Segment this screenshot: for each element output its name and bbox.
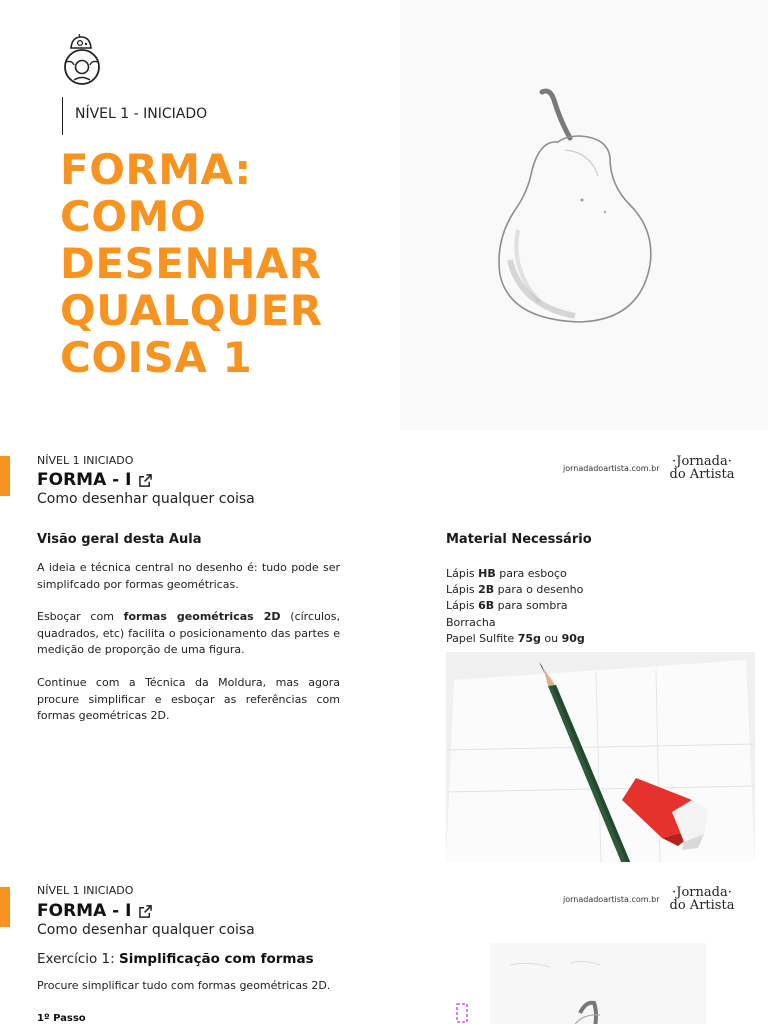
text-run: (círculos, quadrados, etc) facilita o posicionamento das partes e medição de proporção de uma figura.	[37, 610, 340, 656]
text-run: Esboçar com	[37, 610, 124, 623]
text-bold: 2B	[478, 583, 495, 597]
text-run: ou	[540, 631, 562, 645]
text-bold: 6B	[478, 599, 495, 613]
text-bold: formas geométricas 2D	[123, 610, 281, 623]
level-divider	[62, 97, 63, 135]
external-link-icon[interactable]	[139, 474, 152, 487]
section-title	[37, 470, 152, 490]
overview-paragraph: Continue com a Técnica da Moldura, mas agora procure simplificar e esboçar as referências com formas geométricas 2D.	[37, 676, 340, 722]
cover-title-line: COMO	[60, 192, 207, 241]
exercise-sketch-image	[490, 943, 706, 1024]
section-title-text: FORMA - I	[37, 470, 132, 490]
materials-list	[446, 566, 585, 647]
exercise-prefix: Exercício 1:	[37, 951, 119, 967]
materials-heading: Material Necessário	[446, 532, 592, 547]
pencil-eraser-image	[446, 652, 755, 862]
text-run: Papel Sulfite	[446, 631, 518, 645]
external-link-icon[interactable]	[139, 905, 152, 918]
section-title-text: FORMA - I	[37, 901, 132, 921]
brand-line: do Artista	[669, 467, 735, 482]
marker-icon	[455, 1002, 471, 1024]
material-item	[446, 631, 585, 647]
text-run: Lápis	[446, 567, 479, 580]
section-level-label: NÍVEL 1 INICIADO	[37, 454, 134, 467]
pear-sketch-thumbnail	[490, 943, 706, 1024]
text-run: Lápis	[446, 583, 479, 597]
section-level-label: NÍVEL 1 INICIADO	[37, 884, 134, 897]
brand-line: ·Jornada·	[672, 885, 732, 900]
cover-level-label: NÍVEL 1 - INICIADO	[75, 106, 208, 122]
text-run: Lápis	[446, 599, 479, 613]
text-run: para o desenho	[494, 583, 584, 597]
bb8-logo-icon	[60, 34, 104, 86]
materials-photo	[446, 652, 755, 862]
brand-logo	[664, 886, 740, 912]
cover-title-line: COISA 1	[60, 333, 253, 382]
cover-page	[0, 0, 768, 430]
cover-title	[60, 146, 380, 381]
cover-title-line: DESENHAR	[60, 239, 322, 288]
exercise-heading	[37, 951, 314, 967]
overview-heading: Visão geral desta Aula	[37, 532, 202, 547]
pear-sketch-image	[470, 80, 690, 340]
material-item	[446, 566, 585, 582]
text-bold: 90g	[561, 631, 585, 645]
text-bold: 75g	[517, 631, 541, 645]
section-accent-bar	[0, 456, 10, 496]
overview-paragraph: A ideia e técnica central no desenho é: tudo pode ser simplifcado por formas geométricas.	[37, 561, 340, 591]
section-subtitle: Como desenhar qualquer coisa	[37, 922, 255, 938]
site-url[interactable]: jornadadoartista.com.br	[563, 464, 660, 473]
material-item: Borracha	[446, 615, 496, 629]
cover-title-line: FORMA:	[60, 145, 252, 194]
exercise-title: Simplificação com formas	[119, 951, 314, 967]
material-item	[446, 598, 585, 614]
cover-title-line: QUALQUER	[60, 286, 323, 335]
text-run: para esboço	[495, 567, 567, 580]
section-accent-bar	[0, 887, 10, 927]
site-url[interactable]: jornadadoartista.com.br	[563, 895, 660, 904]
brand-line: ·Jornada·	[672, 454, 732, 469]
brand-line: do Artista	[669, 898, 735, 913]
section-subtitle: Como desenhar qualquer coisa	[37, 491, 255, 507]
brand-logo	[664, 455, 740, 481]
text-run: para sombra	[494, 599, 568, 613]
overview-paragraph	[37, 609, 340, 659]
text-bold: HB	[478, 567, 496, 580]
section-title	[37, 901, 152, 921]
exercise-description: Procure simplificar tudo com formas geométricas 2D.	[37, 979, 331, 992]
material-item	[446, 582, 585, 598]
step-label: 1º Passo	[37, 1013, 86, 1024]
